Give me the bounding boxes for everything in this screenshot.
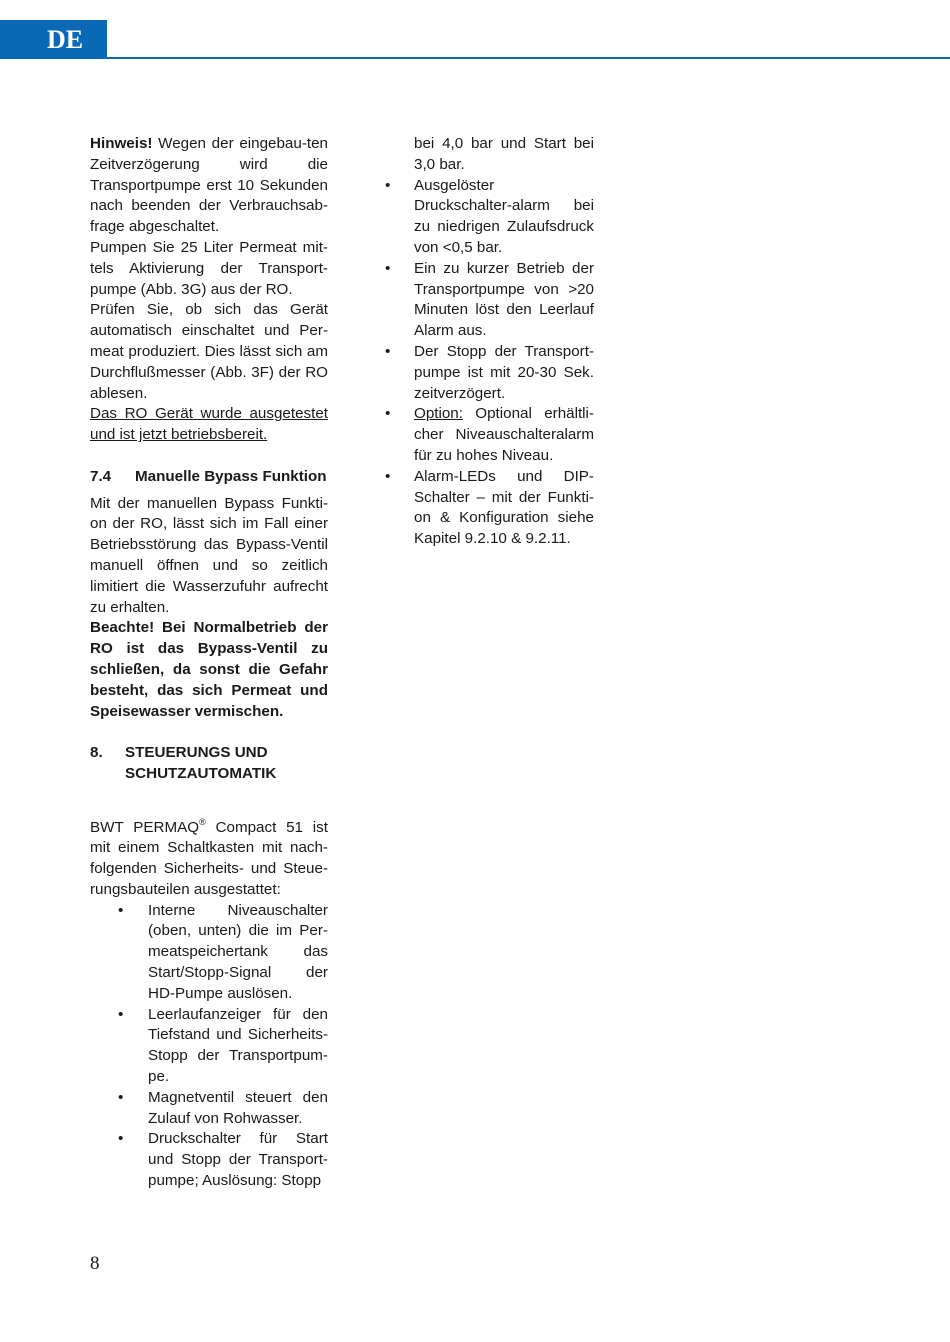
continuation-text: bei 4,0 bar und Start bei 3,0 bar. xyxy=(414,135,594,173)
hint-text: Wegen der eingebau-ten Zeitverzögerung wird die Transportpumpe erst 10 Sekunden nach beenden der Verbrauchsab-frage abgeschaltet. xyxy=(90,135,328,236)
section-title: STEUERUNGS UND SCHUTZAUTOMATIK xyxy=(125,744,277,782)
header-rule xyxy=(107,57,950,59)
list-item xyxy=(90,1088,328,1130)
intro-text: Compact 51 ist mit einem Schaltkasten mit nach-folgenden Sicherheits- und Steue-rungsbauteilen ausgestattet: xyxy=(90,818,328,898)
product-name: BWT PERMAQ xyxy=(90,818,200,836)
section-number: 8. xyxy=(90,744,103,762)
list-item-text: Druckschalter für Start und Stopp der Transport-pumpe; Auslösung: Stopp xyxy=(148,1130,328,1190)
bullet-icon: • xyxy=(118,901,124,919)
bypass-paragraph: Mit der manuellen Bypass Funkti-on der RO, lässt sich im Fall einer Betriebsstörung das Bypass-Ventil manuell öffnen und so zeitlich limitiert die Wasserzufuhr aufrecht zu erhalten. xyxy=(90,494,328,616)
section-number: 7.4 xyxy=(90,467,112,485)
ready-paragraph: Das RO Gerät wurde ausgetestet und ist jetzt betriebsbereit. xyxy=(90,405,328,444)
list-item-text: Magnetventil steuert den Zulauf von Rohwasser. xyxy=(148,1088,328,1127)
page-number: 8 xyxy=(90,1253,100,1274)
list-item xyxy=(90,1005,328,1088)
list-item xyxy=(90,1129,328,1191)
list-item-text: Interne Niveauschalter (oben, unten) die im Per-meatspeichertank das Start/Stopp-Signal der HD-Pumpe auslösen. xyxy=(148,901,328,1002)
spacer xyxy=(90,722,328,743)
section-7-4-heading xyxy=(90,467,328,488)
list-item-text: Der Stopp der Transport-pumpe ist mit 20-30 Sek. zeitverzögert. xyxy=(414,342,594,402)
list-item xyxy=(385,467,594,550)
bullet-icon: • xyxy=(385,467,391,485)
list-item-text: Leerlaufanzeiger für den Tiefstand und Sicherheits-Stopp der Transportpum-pe. xyxy=(148,1005,328,1086)
component-list xyxy=(90,901,328,1192)
list-item-text: Alarm-LEDs und DIP-Schalter – mit der Funkti-on & Konfiguration siehe Kapitel 9.2.10 & 9.2.11. xyxy=(414,467,594,548)
registered-mark: ® xyxy=(199,816,206,827)
left-column xyxy=(90,134,328,1192)
bypass-warning: Beachte! Bei Normalbetrieb der RO ist das Bypass-Ventil zu schließen, da sonst die Gefahr besteht, das sich Permeat und Speisewasser vermischen. xyxy=(90,619,328,720)
hint-paragraph xyxy=(90,134,328,238)
bullet-icon: • xyxy=(385,405,391,423)
bullet-icon: • xyxy=(118,1130,124,1148)
check-paragraph: Prüfen Sie, ob sich das Gerät automatisch einschaltet und Per-meat produziert. Dies lässt sich am Durchflußmesser (Abb. 3F) der RO ablesen. xyxy=(90,301,328,402)
intro-paragraph xyxy=(90,812,328,901)
bullet-icon: • xyxy=(118,1088,124,1106)
bullet-icon: • xyxy=(385,259,391,277)
list-item xyxy=(385,342,594,404)
option-label: Option: xyxy=(414,405,463,423)
list-item xyxy=(385,259,594,342)
pump-paragraph: Pumpen Sie 25 Liter Permeat mit-tels Aktivierung der Transport-pumpe (Abb. 3G) aus der RO. xyxy=(90,238,328,298)
bullet-icon: • xyxy=(385,176,391,194)
list-item-text: Ein zu kurzer Betrieb der Transportpumpe von >20 Minuten löst den Leerlauf Alarm aus. xyxy=(414,259,594,340)
section-8-heading xyxy=(90,743,328,785)
bullet-icon: • xyxy=(385,342,391,360)
language-code: DE xyxy=(47,25,84,54)
list-item xyxy=(385,176,594,259)
section-title: Manuelle Bypass Funktion xyxy=(135,467,327,485)
language-tab xyxy=(0,20,107,59)
spacer xyxy=(90,446,328,467)
hint-label: Hinweis! xyxy=(90,135,153,152)
spacer xyxy=(90,785,328,806)
list-item-text: Ausgelöster Druckschalter-alarm bei zu niedrigen Zulaufsdruck von <0,5 bar. xyxy=(414,176,594,256)
option-text: Optional erhältli-cher Niveauschalteralarm für zu hohes Niveau. xyxy=(414,405,594,464)
list-item xyxy=(90,901,328,1005)
list-item xyxy=(385,404,594,466)
bullet-icon: • xyxy=(118,1005,124,1023)
alarm-list xyxy=(385,176,594,550)
right-column xyxy=(385,134,594,550)
